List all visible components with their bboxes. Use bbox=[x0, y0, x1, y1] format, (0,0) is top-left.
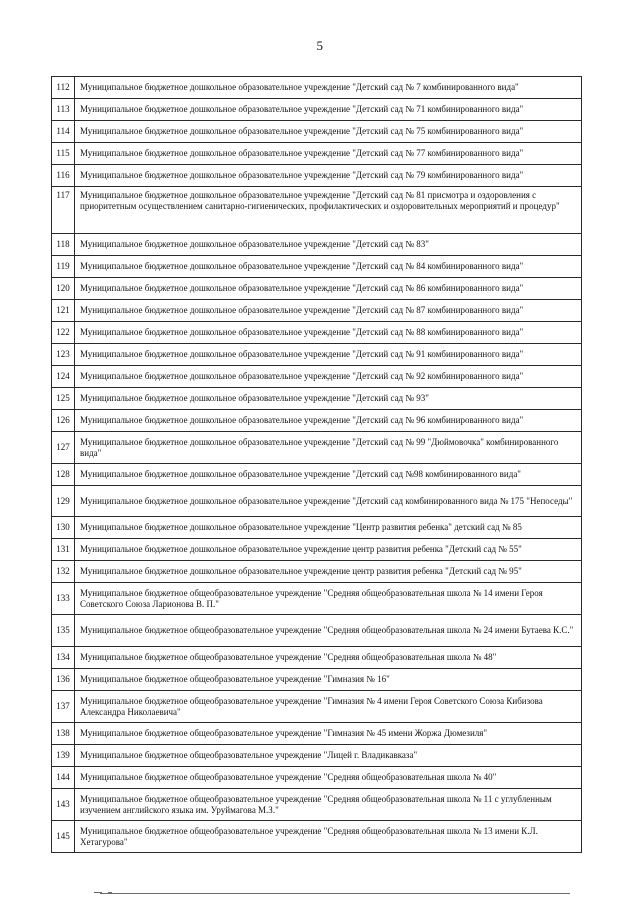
institution-name: Муниципальное бюджетное общеобразовательное учреждение "Гимназия № 45 имени Жоржа Дюмезиля" bbox=[75, 723, 582, 745]
row-number: 134 bbox=[52, 647, 75, 669]
table-row bbox=[52, 99, 582, 121]
institution-name: Муниципальное бюджетное дошкольное образовательное учреждение "Детский сад № 93" bbox=[75, 388, 582, 410]
institution-name: Муниципальное бюджетное общеобразовательное учреждение "Средняя общеобразовательная школа № 13 имени К.Л. Хетагурова" bbox=[75, 821, 582, 853]
row-number: 143 bbox=[52, 789, 75, 821]
table-row bbox=[52, 256, 582, 278]
row-number: 122 bbox=[52, 322, 75, 344]
table-row bbox=[52, 745, 582, 767]
row-number: 124 bbox=[52, 366, 75, 388]
row-number: 137 bbox=[52, 691, 75, 723]
row-number: 144 bbox=[52, 767, 75, 789]
institution-name: Муниципальное бюджетное общеобразовательное учреждение "Лицей г. Владикавказа" bbox=[75, 745, 582, 767]
institution-name: Муниципальное бюджетное дошкольное образовательное учреждение "Детский сад № 86 комбинированного вида" bbox=[75, 278, 582, 300]
row-number: 139 bbox=[52, 745, 75, 767]
institution-name: Муниципальное бюджетное дошкольное образовательное учреждение "Детский сад №98 комбинированного вида" bbox=[75, 464, 582, 486]
row-number: 135 bbox=[52, 615, 75, 647]
institutions-table-body bbox=[52, 77, 582, 853]
row-number: 130 bbox=[52, 517, 75, 539]
institution-name: Муниципальное бюджетное дошкольное образовательное учреждение центр развития ребенка "Детский сад № 55" bbox=[75, 539, 582, 561]
institutions-table bbox=[51, 76, 582, 853]
institution-name: Муниципальное бюджетное дошкольное образовательное учреждение "Детский сад № 87 комбинированного вида" bbox=[75, 300, 582, 322]
institution-name: Муниципальное бюджетное дошкольное образовательное учреждение "Детский сад № 88 комбинированного вида" bbox=[75, 322, 582, 344]
institution-name: Муниципальное бюджетное общеобразовательное учреждение "Средняя общеобразовательная школа № 48" bbox=[75, 647, 582, 669]
institution-name: Муниципальное бюджетное дошкольное образовательное учреждение "Детский сад № 83" bbox=[75, 234, 582, 256]
row-number: 119 bbox=[52, 256, 75, 278]
institution-name: Муниципальное бюджетное дошкольное образовательное учреждение "Детский сад № 75 комбинированного вида" bbox=[75, 121, 582, 143]
table-row bbox=[52, 767, 582, 789]
table-row bbox=[52, 432, 582, 464]
institution-name: Муниципальное бюджетное дошкольное образовательное учреждение "Детский сад № 81 присмотра и оздоровления с приоритетным осуществлением санитарно-гигиенических, профилактических и оздоровительных мероприятий и процедур" bbox=[75, 187, 582, 234]
row-number: 121 bbox=[52, 300, 75, 322]
row-number: 118 bbox=[52, 234, 75, 256]
table-row bbox=[52, 583, 582, 615]
table-row bbox=[52, 486, 582, 517]
row-number: 116 bbox=[52, 165, 75, 187]
row-number: 132 bbox=[52, 561, 75, 583]
institution-name: Муниципальное бюджетное дошкольное образовательное учреждение "Детский сад № 92 комбинированного вида" bbox=[75, 366, 582, 388]
table-row bbox=[52, 723, 582, 745]
institution-name: Муниципальное бюджетное дошкольное образовательное учреждение "Детский сад № 99 "Дюймовочка" комбинированного вида" bbox=[75, 432, 582, 464]
row-number: 125 bbox=[52, 388, 75, 410]
table-row bbox=[52, 789, 582, 821]
table-row bbox=[52, 647, 582, 669]
row-number: 145 bbox=[52, 821, 75, 853]
table-row bbox=[52, 615, 582, 647]
table-row bbox=[52, 187, 582, 234]
institution-name: Муниципальное бюджетное дошкольное образовательное учреждение "Детский сад № 84 комбинированного вида" bbox=[75, 256, 582, 278]
row-number: 120 bbox=[52, 278, 75, 300]
table-row bbox=[52, 821, 582, 853]
table-row bbox=[52, 388, 582, 410]
table-row bbox=[52, 691, 582, 723]
institution-name: Муниципальное бюджетное общеобразовательное учреждение "Средняя общеобразовательная школа № 11 с углубленным изучением английского языка им. Уруймагова М.З." bbox=[75, 789, 582, 821]
table-row bbox=[52, 278, 582, 300]
page-number: 5 bbox=[316, 38, 324, 53]
table-row bbox=[52, 300, 582, 322]
table-row bbox=[52, 517, 582, 539]
table-row bbox=[52, 165, 582, 187]
row-number: 126 bbox=[52, 410, 75, 432]
table-row bbox=[52, 669, 582, 691]
table-row bbox=[52, 322, 582, 344]
row-number: 129 bbox=[52, 486, 75, 517]
table-row bbox=[52, 410, 582, 432]
row-number: 123 bbox=[52, 344, 75, 366]
table-row bbox=[52, 121, 582, 143]
row-number: 113 bbox=[52, 99, 75, 121]
table-row bbox=[52, 77, 582, 99]
row-number: 136 bbox=[52, 669, 75, 691]
table-row bbox=[52, 464, 582, 486]
institution-name: Муниципальное бюджетное дошкольное образовательное учреждение "Детский сад комбинированного вида № 175 "Непоседы" bbox=[75, 486, 582, 517]
institution-name: Муниципальное бюджетное дошкольное образовательное учреждение "Детский сад № 91 комбинированного вида" bbox=[75, 344, 582, 366]
institution-name: Муниципальное бюджетное общеобразовательное учреждение "Средняя общеобразовательная школа № 14 имени Героя Советского Союза Ларионова В. П." bbox=[75, 583, 582, 615]
row-number: 117 bbox=[52, 187, 75, 234]
row-number: 115 bbox=[52, 143, 75, 165]
institution-name: Муниципальное бюджетное общеобразовательное учреждение "Средняя общеобразовательная школа № 24 имени Бутаева К.С." bbox=[75, 615, 582, 647]
table-row bbox=[52, 234, 582, 256]
institution-name: Муниципальное бюджетное дошкольное образовательное учреждение "Детский сад № 71 комбинированного вида" bbox=[75, 99, 582, 121]
institution-name: Муниципальное бюджетное дошкольное образовательное учреждение "Детский сад № 77 комбинированного вида" bbox=[75, 143, 582, 165]
row-number: 131 bbox=[52, 539, 75, 561]
table-row bbox=[52, 344, 582, 366]
table-row bbox=[52, 539, 582, 561]
institution-name: Муниципальное бюджетное дошкольное образовательное учреждение "Детский сад № 96 комбинированного вида" bbox=[75, 410, 582, 432]
institution-name: Муниципальное бюджетное дошкольное образовательное учреждение "Детский сад № 7 комбинированного вида" bbox=[75, 77, 582, 99]
table-row bbox=[52, 561, 582, 583]
table-row bbox=[52, 366, 582, 388]
institution-name: Муниципальное бюджетное дошкольное образовательное учреждение центр развития ребенка "Детский сад № 95" bbox=[75, 561, 582, 583]
table-row bbox=[52, 143, 582, 165]
row-number: 114 bbox=[52, 121, 75, 143]
institution-name: Муниципальное бюджетное дошкольное образовательное учреждение "Детский сад № 79 комбинированного вида" bbox=[75, 165, 582, 187]
row-number: 127 bbox=[52, 432, 75, 464]
institution-name: Муниципальное бюджетное общеобразовательное учреждение "Средняя общеобразовательная школа № 40" bbox=[75, 767, 582, 789]
row-number: 128 bbox=[52, 464, 75, 486]
row-number: 138 bbox=[52, 723, 75, 745]
institution-name: Муниципальное бюджетное общеобразовательное учреждение "Гимназия № 4 имени Героя Советского Союза Кибизова Александра Николаевича" bbox=[75, 691, 582, 723]
bottom-rule bbox=[100, 893, 570, 894]
institution-name: Муниципальное бюджетное общеобразовательное учреждение "Гимназия № 16" bbox=[75, 669, 582, 691]
row-number: 133 bbox=[52, 583, 75, 615]
row-number: 112 bbox=[52, 77, 75, 99]
institution-name: Муниципальное бюджетное дошкольное образовательное учреждение "Центр развития ребенка" детский сад № 85 bbox=[75, 517, 582, 539]
